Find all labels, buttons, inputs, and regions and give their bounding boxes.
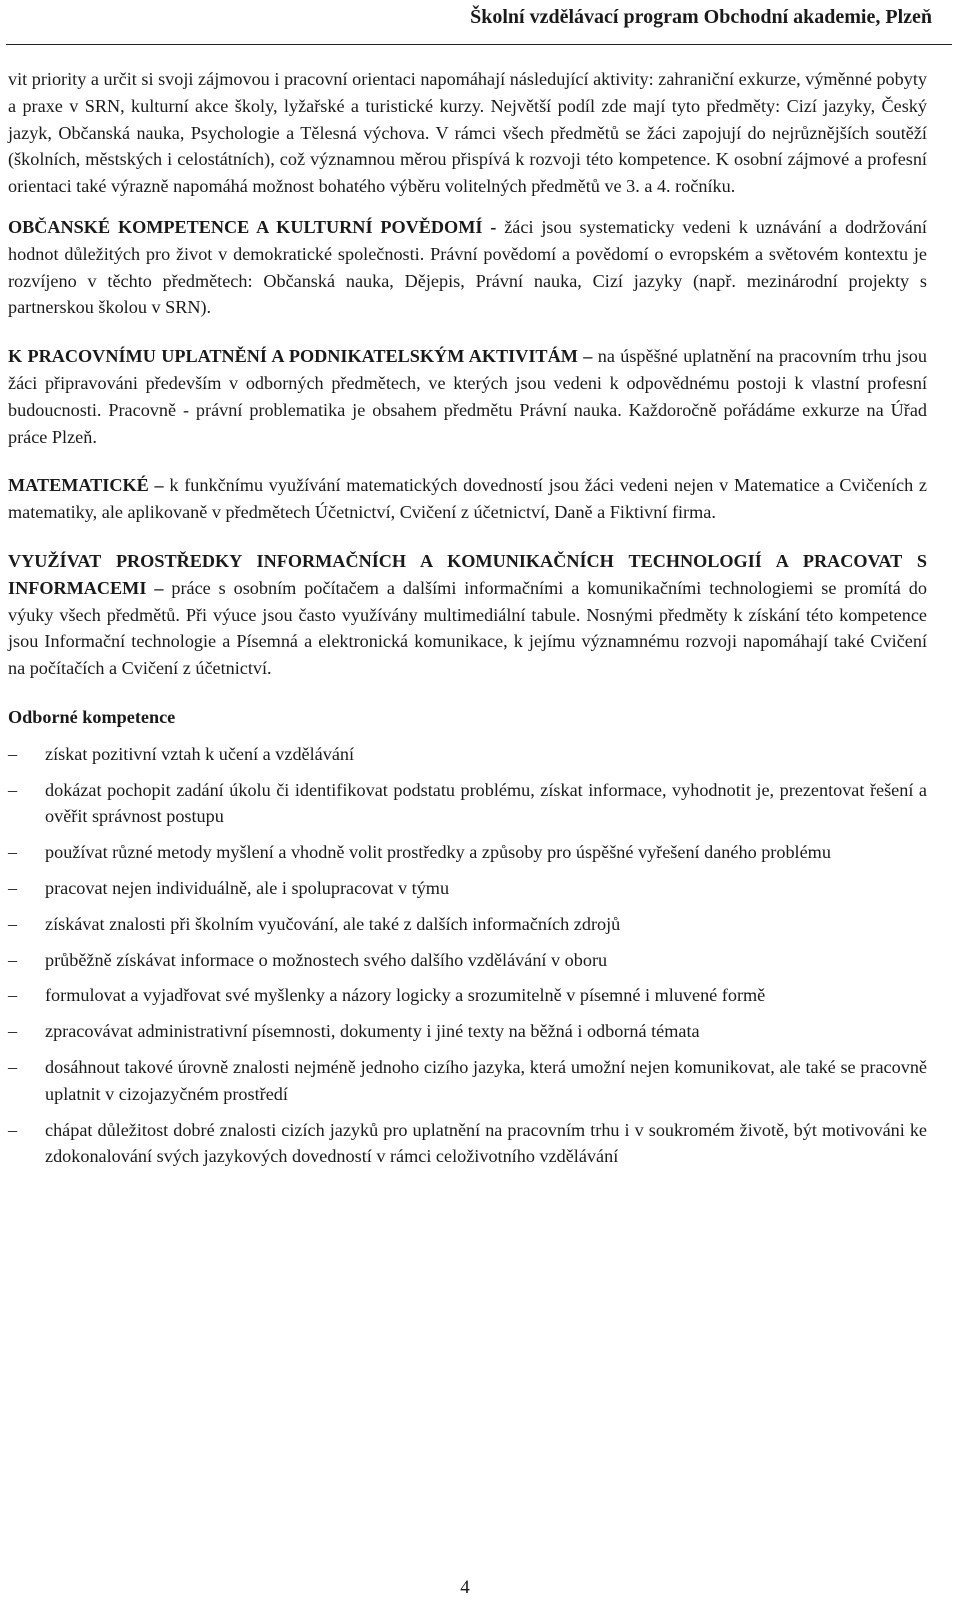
section-heading: MATEMATICKÉ – — [8, 475, 170, 496]
paragraph-civic-competence — [8, 214, 927, 321]
page-number: 4 — [460, 1577, 470, 1598]
section-heading: K PRACOVNÍMU UPLATNĚNÍ A PODNIKATELSKÝM AKTIVITÁM – — [8, 346, 598, 367]
list-item — [8, 911, 927, 938]
list-item — [8, 741, 927, 768]
list-item — [8, 1018, 927, 1045]
list-item — [8, 982, 927, 1009]
dash-bullet: – — [8, 842, 18, 863]
paragraph-text: práce s osobním počítačem a dalšími informačními a komunikačními technologiemi se promítá do výuky všech předmětů. Při výuce jsou často využívány multimediální tabule. Nosnými předměty k získání této kompetence jsou Informační technologie a Písemná a elektronická komunikace, k jejímu významnému rozvoji napomáhají také Cvičení na počítačích a Cvičení z účetnictví. — [8, 577, 927, 679]
section-heading: VYUŽÍVAT PROSTŘEDKY INFORMAČNÍCH A KOMUNIKAČNÍCH TECHNOLOGIÍ A PRACOVAT S INFORMACEMI – — [8, 550, 927, 598]
list-item-text: dokázat pochopit zadání úkolu či identifikovat podstatu problému, získat informace, vyhodnotit je, prezentovat řešení a ověřit správnost postupu — [45, 779, 927, 827]
list-item-text: používat různé metody myšlení a vhodně volit prostředky a způsoby pro úspěšné vyřešení daného problému — [45, 842, 831, 863]
header-rule — [6, 44, 952, 45]
list-item — [8, 777, 927, 831]
dash-bullet: – — [8, 1056, 18, 1077]
page-header: Školní vzdělávací program Obchodní akademie, Plzeň — [470, 6, 932, 28]
list-item — [8, 947, 927, 974]
list-item — [8, 875, 927, 902]
paragraph-text: vit priority a určit si svoji zájmovou i pracovní orientaci napomáhají následující aktivity: zahraniční exkurze, výměnné pobyty a praxe v SRN, kulturní akce školy, lyžařské a turistické kurzy. Největší podíl zde mají tyto předměty: Cizí jazyky, Český jazyk, Občanská nauka, Psychologie a Tělesná výchova. V rámci všech předmětů se žáci zapojují do nejrůznějších soutěží (školních, městských i celostátních), což významnou měrou přispívá k rozvoji této kompetence. K osobní zájmové a profesní orientaci také výrazně napomáhá možnost bohatého výběru volitelných předmětů ve 3. a 4. ročníku. — [8, 69, 927, 197]
list-item — [8, 1117, 927, 1171]
list-item-text: pracovat nejen individuálně, ale i spolupracovat v týmu — [45, 877, 450, 898]
dash-bullet: – — [8, 985, 18, 1006]
dash-bullet: – — [8, 743, 18, 764]
dash-bullet: – — [8, 877, 18, 898]
list-item-text: získat pozitivní vztah k učení a vzdělávání — [45, 743, 355, 764]
list-item — [8, 839, 927, 866]
dash-bullet: – — [8, 949, 18, 970]
paragraph-intro — [8, 66, 927, 200]
list-item-text: chápat důležitost dobré znalosti cizích jazyků pro uplatnění na pracovním trhu i v soukromém životě, být motivováni ke zdokonalování svých jazykových dovedností v rámci celoživotního vzdělávání — [45, 1119, 927, 1167]
dash-bullet: – — [8, 1021, 18, 1042]
paragraph-work-competence — [8, 343, 927, 450]
list-item-text: průběžně získávat informace o možnostech svého dalšího vzdělávání v oboru — [45, 949, 608, 970]
list-item-text: formulovat a vyjadřovat své myšlenky a názory logicky a srozumitelně v písemné i mluvené formě — [45, 985, 766, 1006]
paragraph-text: k funkčnímu využívání matematických dovedností jsou žáci vedeni nejen v Matematice a Cvičeních z matematiky, ale aplikovaně v předmětech Účetnictví, Cvičení z účetnictví, Daně a Fiktivní firma. — [8, 475, 927, 523]
dash-bullet: – — [8, 913, 18, 934]
paragraph-text: na úspěšné uplatnění na pracovním trhu jsou žáci připravováni především v odborných předmětech, ve kterých jsou vedeni k odpovědnému postoji k vlastní profesní budoucnosti. Pracovně - právní problematika je obsahem předmětu Právní nauka. Každoročně pořádáme exkurze na Úřad práce Plzeň. — [8, 346, 927, 447]
dash-bullet: – — [8, 1119, 18, 1140]
list-item — [8, 1054, 927, 1108]
paragraph-ict-competence — [8, 548, 927, 682]
paragraph-math-competence — [8, 472, 927, 526]
section-heading: OBČANSKÉ KOMPETENCE A KULTURNÍ POVĚDOMÍ - — [8, 216, 505, 237]
odborne-kompetence-list — [8, 741, 927, 1170]
list-item-text: získávat znalosti při školním vyučování, ale také z dalších informačních zdrojů — [45, 913, 621, 934]
paragraph-text: žáci jsou systematicky vedeni k uznávání a dodržování hodnot důležitých pro život v demokratické společnosti. Právní povědomí a povědomí o evropském a světovém kontextu je rozvíjeno v těchto předmětech: Občanská nauka, Dějepis, Právní nauka, Cizí jazyky (např. mezinárodní projekty s partnerskou školou v SRN). — [8, 216, 927, 318]
odborne-kompetence-heading: Odborné kompetence — [8, 706, 176, 727]
list-item-text: zpracovávat administrativní písemnosti, dokumenty i jiné texty na běžná i odborná témata — [45, 1021, 700, 1042]
dash-bullet: – — [8, 779, 18, 800]
list-item-text: dosáhnout takové úrovně znalosti nejméně jednoho cizího jazyka, která umožní nejen komunikovat, ale také se pracovně uplatnit v cizojazyčném prostředí — [45, 1056, 927, 1104]
page-content — [8, 66, 927, 1179]
